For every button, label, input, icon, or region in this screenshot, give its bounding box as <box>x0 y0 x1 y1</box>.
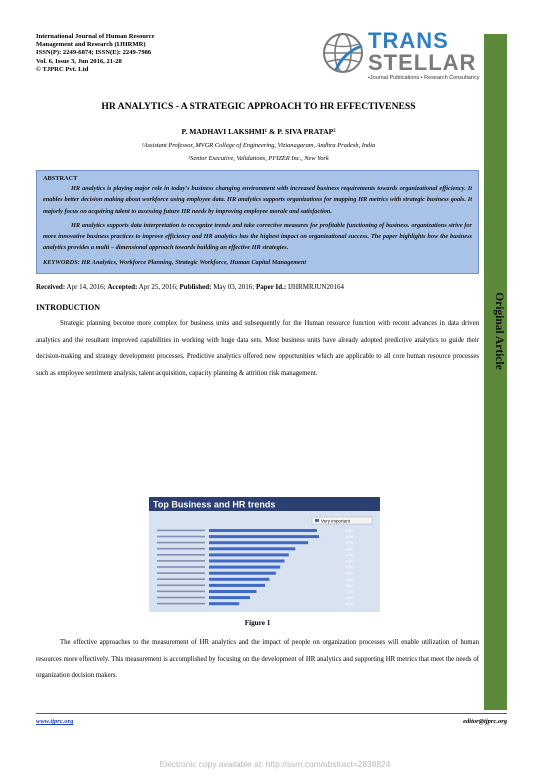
category-label-placeholder <box>157 536 205 538</box>
category-label-placeholder <box>157 603 205 605</box>
side-label <box>484 240 507 430</box>
ssrn-watermark: Electronic copy available at: http://ssrn.com/abstract=2838824 <box>159 759 391 769</box>
bar <box>209 529 317 532</box>
journal-line: Management and Research (IJHRMR) <box>36 41 146 49</box>
intro-heading: INTRODUCTION <box>36 303 101 312</box>
logo-text-trans: TRANS <box>368 28 449 53</box>
bar <box>209 547 295 550</box>
logo-tagline: •Journal Publications • Research Consultancy <box>368 75 480 81</box>
figure-caption: Figure 1 <box>244 619 271 627</box>
category-label-placeholder <box>157 578 205 580</box>
journal-line: © TJPRC Pvt. Ltd <box>36 65 89 73</box>
abstract-para-1: HR analytics is playing major role in today's business changing environment with increased business requirements towards organizational efficiency. It enables better decision making about workforce using employee data. HR analytics supports organizations for mapping HR metrics with strategic business goals. It majorly focus on acquiring talent to assessing future HR needs by improving employee morale and satisfaction. <box>43 185 472 215</box>
published-label: Published: <box>179 283 212 291</box>
received-label: Received: <box>36 283 66 291</box>
bar <box>209 566 280 569</box>
footer-website-link[interactable]: www.tjprc.org <box>36 718 74 725</box>
figure-1 <box>149 497 380 612</box>
bar-value-label: 51% <box>345 534 354 540</box>
category-label-placeholder <box>157 530 205 532</box>
bar <box>209 572 276 575</box>
bar-value-label: 46% <box>345 540 354 546</box>
footer-rule <box>36 713 507 714</box>
accepted-date: Apr 25, 2016; <box>138 283 178 291</box>
published-date: May 03, 2016; <box>213 283 255 291</box>
bar-value-label: 28% <box>345 576 354 582</box>
side-label-text: Original Article <box>493 292 505 370</box>
figure-chart <box>149 497 380 612</box>
globe-icon <box>322 32 364 74</box>
publisher-logo <box>322 28 482 86</box>
bar <box>209 560 284 563</box>
category-label-placeholder <box>157 597 205 599</box>
category-label-placeholder <box>157 548 205 550</box>
bar-value-label: 50% <box>345 528 354 533</box>
keywords: KEYWORDS: HR Analytics, Workforce Planning, Strategic Workforce, Human Capital Management <box>43 258 307 266</box>
received-date: Apr 14, 2016; <box>66 283 106 291</box>
logo-text-stellar: STELLAR <box>368 50 477 75</box>
bar-value-label: 31% <box>345 570 354 576</box>
category-label-placeholder <box>157 572 205 574</box>
paper-title: HR ANALYTICS - A STRATEGIC APPROACH TO HR EFFECTIVENESS <box>101 101 416 112</box>
figure-title: Top Business and HR trends <box>153 499 276 510</box>
bar-value-label: 33% <box>345 564 354 570</box>
bar-value-label: 37% <box>345 552 354 558</box>
category-label-placeholder <box>157 566 205 568</box>
legend-label: Very important <box>321 518 351 524</box>
abstract-heading: ABSTRACT <box>43 175 78 182</box>
category-label-placeholder <box>157 542 205 544</box>
accepted-label: Accepted: <box>107 283 138 291</box>
legend-swatch <box>315 519 319 522</box>
received-line <box>36 283 344 291</box>
bar-value-label: 22% <box>345 589 354 594</box>
category-label-placeholder <box>157 591 205 593</box>
intro-paragraph: Strategic planning become more complex for business units and subsequently for the Human resource function with recent advances in data driven analytics and the resultant improved capabilities in working with huge data sets. Most business units have already adopted predictive analytics to guide their decision-making and strategy development processes. Predictive analytics offered new opportunities which are applicable to all core human resource processes such as employee sentiment analysis, talent acquisition, capacity planning & attrition risk management. <box>36 320 479 377</box>
abstract-para-2: HR analytics supports data interpretation to recognize trends and take corrective measures for profitable functioning of business. organizations strive for more innovative business practices to improve efficiency and HR analytics has the highest impact on organizational success. The paper highlights how the business analytics provides a multi – dimensional approach towards building an effective HR strategies. <box>43 221 472 252</box>
bar-value-label: 14% <box>345 601 354 607</box>
bar-value-label: 26% <box>345 582 354 588</box>
bar-value-label: 35% <box>345 558 354 564</box>
bar <box>209 535 319 538</box>
journal-line: International Journal of Human Resource <box>36 33 155 40</box>
bar <box>209 596 250 599</box>
journal-line: Vol. 6, Issue 3, Jun 2016, 21-28 <box>36 57 122 65</box>
category-label-placeholder <box>157 554 205 556</box>
bar <box>209 584 265 587</box>
bar <box>209 553 289 556</box>
paragraph-2: The effective approaches to the measurement of HR analytics and the impact of people on organization processes will enable utilization of human resources more effectively. This measurement is accomplished by focusing on the development of HR analytics and supporting HR metrics that meet the needs of organization decision makers. <box>36 639 479 680</box>
paper-id: IJHRMRJUN20164 <box>287 283 344 291</box>
bar-value-label: 40% <box>345 546 354 552</box>
affiliation-1: ¹Assistant Professor, MVGR College of Engineering, Vizianagaram, Andhra Pradesh, India <box>141 142 376 149</box>
category-label-placeholder <box>157 585 205 587</box>
footer-email: editor@tjprc.org <box>463 718 507 725</box>
affiliation-2: ²Senior Executive, Validations, PFIZER Inc., New York <box>188 155 329 162</box>
bar <box>209 602 239 605</box>
bar <box>209 590 256 593</box>
journal-line: ISSN(P): 2249-6874; ISSN(E): 2249-7986 <box>36 49 152 57</box>
abstract-box <box>36 170 479 274</box>
category-label-placeholder <box>157 560 205 562</box>
authors: P. MADHAVI LAKSHMI¹ & P. SIVA PRATAP² <box>181 127 336 136</box>
paper-id-label: Paper Id.: <box>255 283 287 291</box>
bar <box>209 578 269 581</box>
journal-info <box>36 33 155 74</box>
bar-value-label: 19% <box>345 595 354 601</box>
bar <box>209 541 308 544</box>
